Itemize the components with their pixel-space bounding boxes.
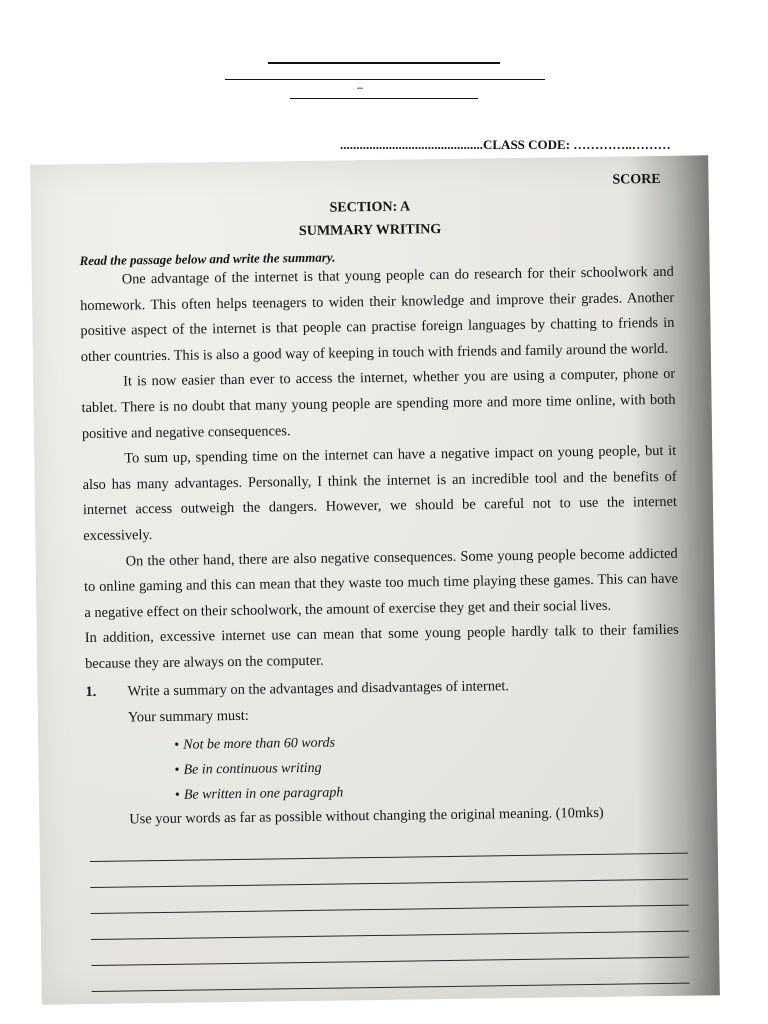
question-requirements-label: Your summary must: <box>127 707 249 726</box>
passage-paragraph: One advantage of the internet is that young people can do research for their schoolwork and homework. This often helps teenagers to widen their knowledge and improve their grades. Another positive aspect of the internet is that people can practise foreign languages by chatting to friends in other countries. This is also a good way of keeping in touch with friends and family around the world. <box>80 263 675 365</box>
header-rule <box>225 79 545 80</box>
answer-lines <box>90 828 690 992</box>
passage-paragraph: In addition, excessive internet use can mean that some young people hardly talk to their families because they are always on the computer. <box>84 622 679 672</box>
requirement-item: • Be written in one paragraph <box>174 785 344 803</box>
score-label: SCORE <box>612 171 661 188</box>
passage-paragraph: It is now easier than ever to access the internet, whether you are using a computer, phone or tablet. There is no doubt that many young people are spending more and more time online, with both positive and negative consequences. <box>81 366 676 442</box>
passage-paragraph: On the other hand, there are also negative consequences. Some young people become addicted to online gaming and this can mean that they waste too much time playing these games. This can have a negative effect on their schoolwork, the amount of exercise they get and their social lives. <box>83 545 679 621</box>
section-subtitle: SUMMARY WRITING <box>298 222 442 240</box>
question-number: 1. <box>85 683 97 701</box>
reading-instruction: Read the passage below and write the summary. <box>79 249 336 269</box>
section-title: SECTION: A <box>329 199 411 216</box>
header-rule <box>290 98 478 99</box>
photographed-exam-sheet <box>30 155 720 1004</box>
passage-paragraph: To sum up, spending time on the internet can have a negative impact on young people, but it also has many advantages. Personally, I think the internet is an incredible tool and the benefits of internet access outweigh the dangers. However, we should be careful not to use the internet excessively. <box>82 442 678 545</box>
class-code-line: ............................................CLASS CODE: …………..……… <box>340 137 671 152</box>
header-rule <box>268 62 500 64</box>
header-dash: – <box>357 82 364 94</box>
question-text: Write a summary on the advantages and disadvantages of internet. <box>127 678 510 700</box>
requirement-item: • Be in continuous writing <box>174 760 322 778</box>
reading-passage <box>80 260 680 678</box>
requirements-list <box>174 730 343 807</box>
requirement-item: • Not be more than 60 words <box>174 735 336 753</box>
question-footer: Use your words as far as possible without changing the original meaning. (10mks) <box>129 804 604 828</box>
question-block <box>85 676 685 828</box>
